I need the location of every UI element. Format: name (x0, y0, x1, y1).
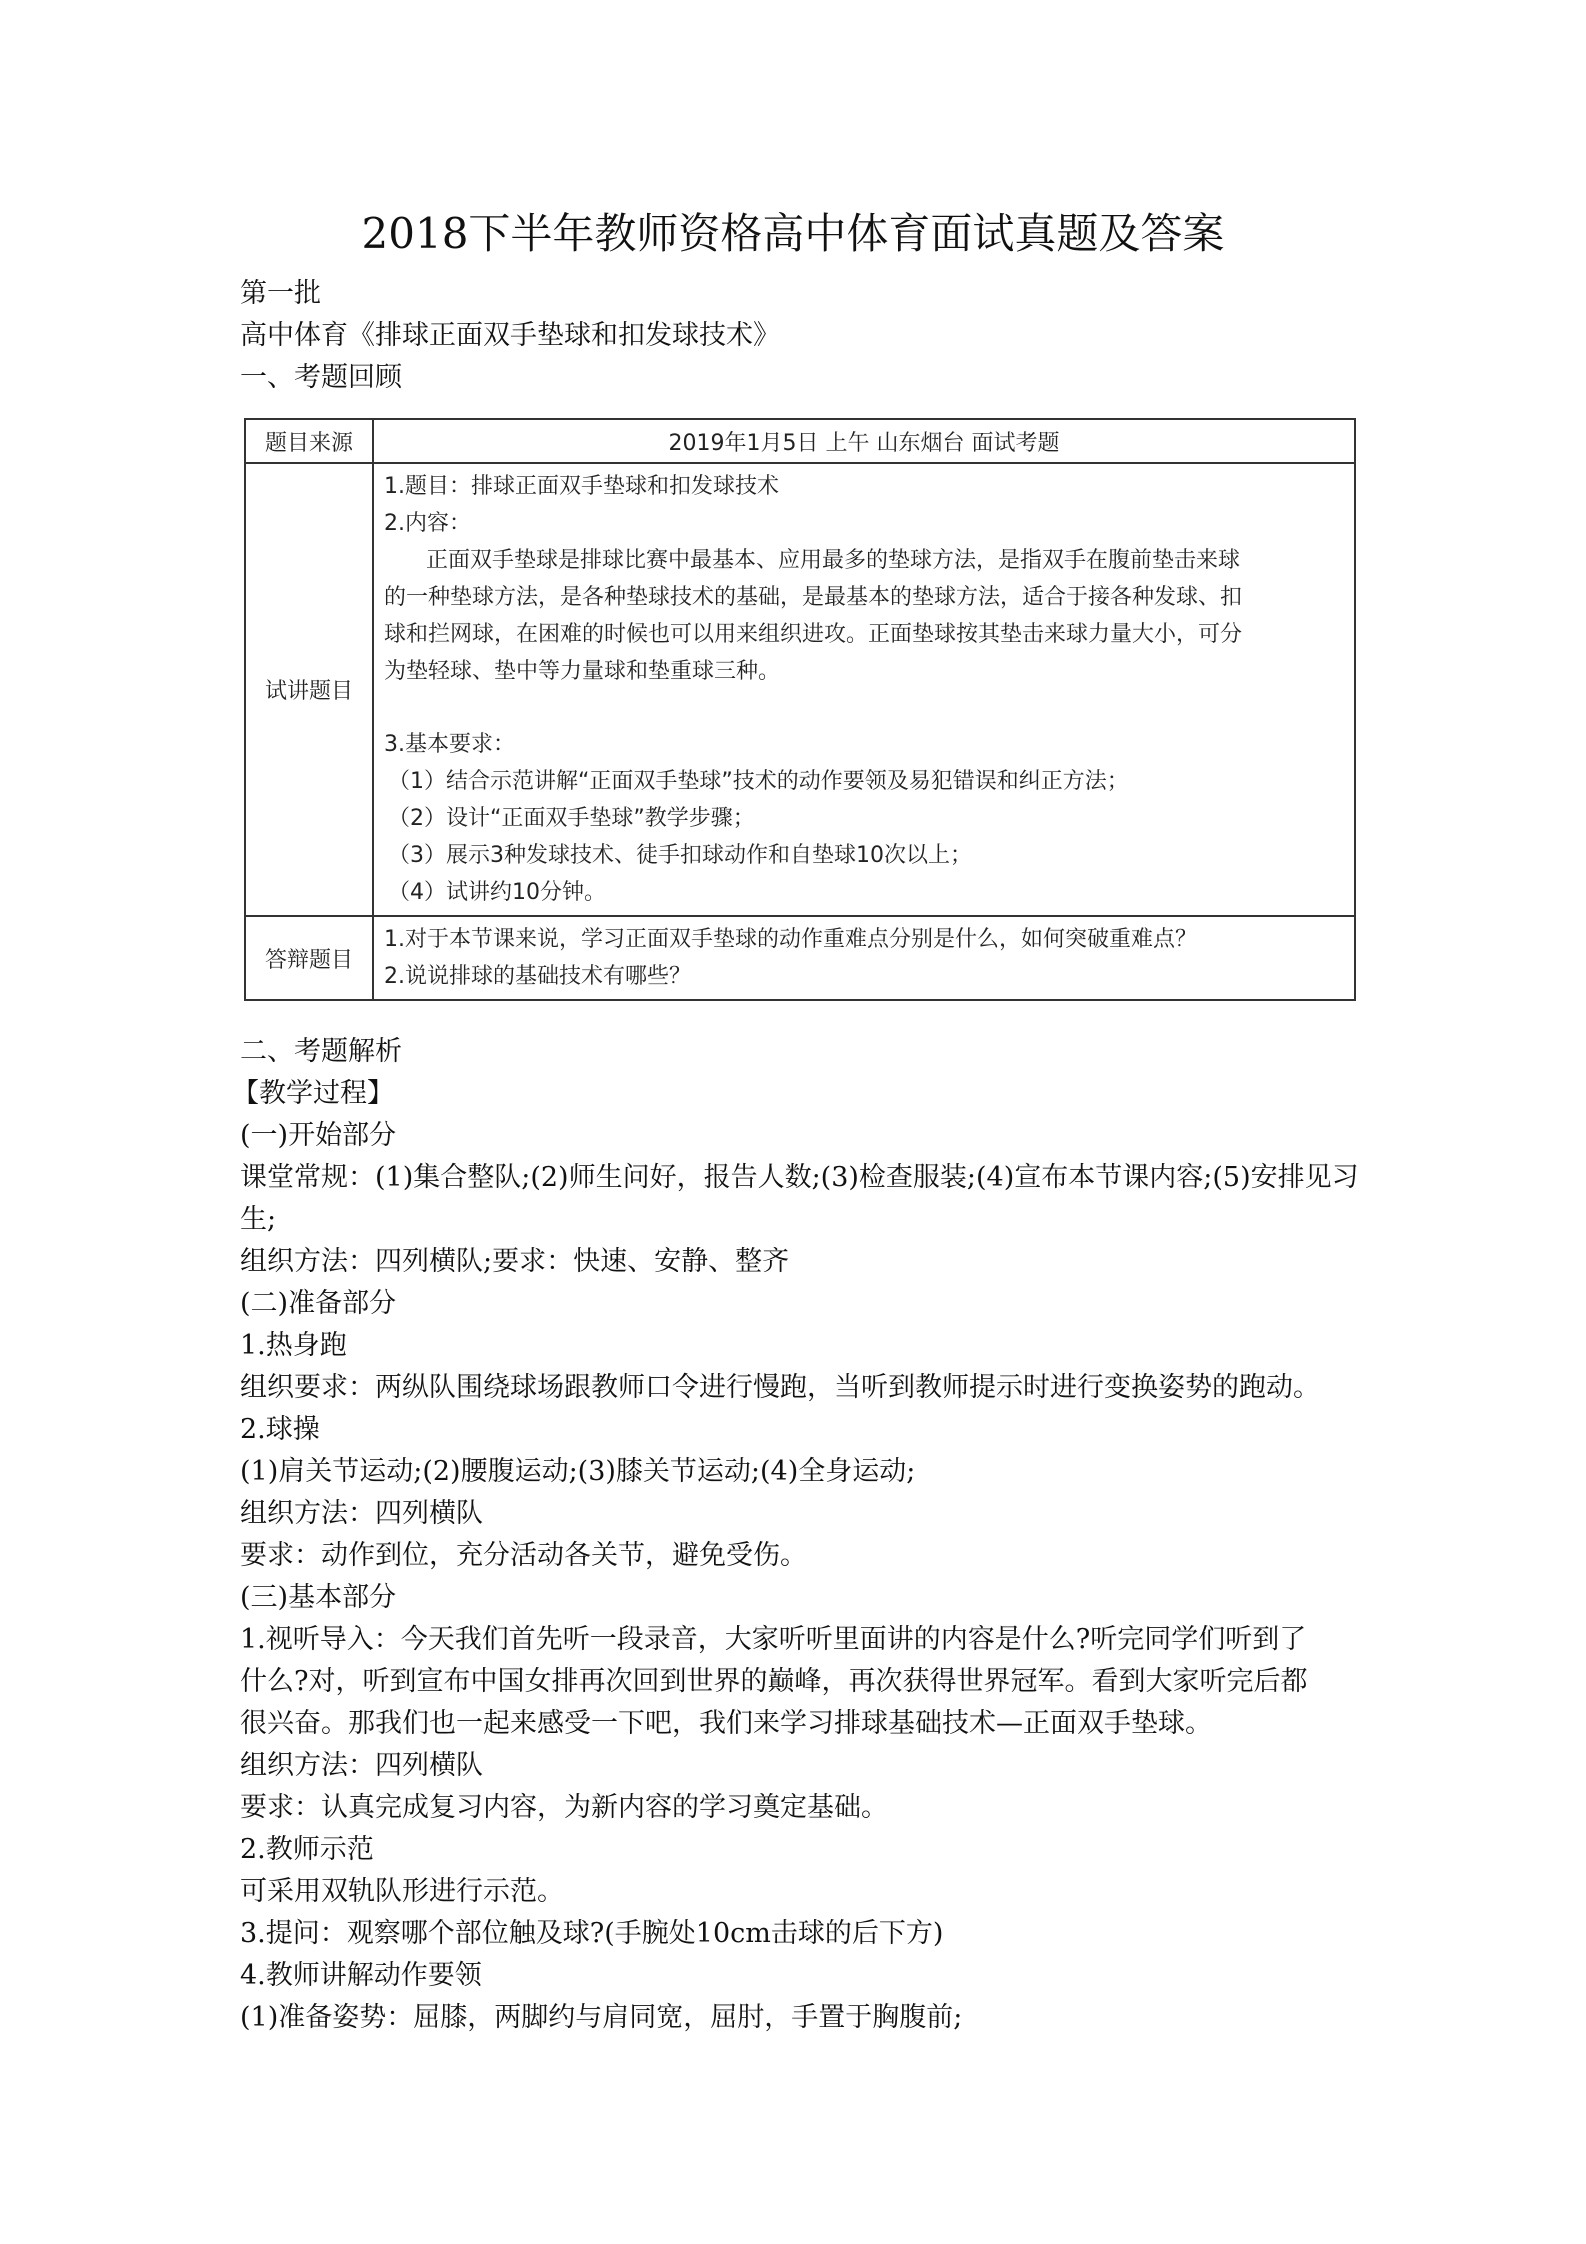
subject-title: 高中体育《排球正面双手垫球和扣发球技术》 (240, 320, 780, 351)
source-value: 2019年1月5日 上午 山东烟台 面试考题 (373, 419, 1355, 463)
body-paragraph: 组织方法：四列横队;要求：快速、安静、整齐 (240, 1246, 790, 1277)
body-paragraph: 组织方法：四列横队 (240, 1750, 483, 1781)
body-paragraph: 组织方法：四列横队 (240, 1498, 483, 1529)
lecture-line: 正面双手垫球是排球比赛中最基本、应用最多的垫球方法，是指双手在腹前垫击来球 (426, 548, 1241, 573)
body-paragraph: (三)基本部分 (240, 1582, 397, 1613)
body-paragraph: 2.教师示范 (240, 1834, 374, 1865)
lecture-line: 3.基本要求： (384, 732, 515, 757)
lecture-line: 为垫轻球、垫中等力量球和垫重球三种。 (384, 659, 781, 684)
batch-label: 第一批 (240, 278, 321, 309)
section-heading-review: 一、考题回顾 (240, 362, 402, 393)
lecture-line: （3）展示3种发球技术、徒手扣球动作和自垫球10次以上； (388, 843, 972, 868)
body-paragraph: 3.提问：观察哪个部位触及球?(手腕处10cm击球的后下方) (240, 1918, 944, 1949)
body-paragraph: 要求：认真完成复习内容，为新内容的学习奠定基础。 (240, 1792, 888, 1823)
body-paragraph: 1.热身跑 (240, 1330, 347, 1361)
table-row-defense (245, 916, 1355, 1000)
defense-content (373, 916, 1355, 1000)
source-label: 题目来源 (245, 419, 373, 463)
body-paragraph: 1.视听导入：今天我们首先听一段录音，大家听听里面讲的内容是什么?听完同学们听到了 (240, 1624, 1307, 1655)
defense-label: 答辩题目 (245, 916, 373, 1000)
defense-line: 1.对于本节课来说，学习正面双手垫球的动作重难点分别是什么，如何突破重难点？ (384, 927, 1197, 952)
table-row-source (245, 419, 1355, 463)
body-paragraph: (1)准备姿势：屈膝，两脚约与肩同宽，屈肘，手置于胸腹前; (240, 2002, 963, 2033)
teaching-process-heading: 【教学过程】 (232, 1078, 394, 1109)
lecture-line: 1.题目：排球正面双手垫球和扣发球技术 (384, 474, 779, 499)
lecture-spacer (384, 690, 1344, 726)
section-heading-analysis: 二、考题解析 (240, 1036, 402, 1067)
lecture-line: （1）结合示范讲解“正面双手垫球”技术的动作要领及易犯错误和纠正方法； (388, 769, 1129, 794)
body-paragraph: (1)肩关节运动;(2)腰腹运动;(3)膝关节运动;(4)全身运动; (240, 1456, 916, 1487)
lecture-line: （2）设计“正面双手垫球”教学步骤； (388, 806, 755, 831)
body-paragraph: 要求：动作到位，充分活动各关节，避免受伤。 (240, 1540, 807, 1571)
lecture-content (373, 463, 1355, 916)
body-paragraph: 可采用双轨队形进行示范。 (240, 1876, 564, 1907)
body-paragraph: 很兴奋。那我们也一起来感受一下吧，我们来学习排球基础技术—正面双手垫球。 (240, 1708, 1212, 1739)
body-paragraph: (一)开始部分 (240, 1120, 397, 1151)
body-paragraph: 2.球操 (240, 1414, 320, 1445)
lecture-line: 的一种垫球方法，是各种垫球技术的基础，是最基本的垫球方法，适合于接各种发球、扣 (384, 585, 1243, 610)
lecture-line: 2.内容： (384, 511, 471, 536)
lecture-line: （4）试讲约10分钟。 (388, 880, 606, 905)
defense-line: 2.说说排球的基础技术有哪些？ (384, 964, 691, 989)
exam-question-table (244, 418, 1356, 1001)
lecture-line: 球和拦网球，在困难的时候也可以用来组织进攻。正面垫球按其垫击来球力量大小，可分 (384, 622, 1243, 647)
table-row-lecture (245, 463, 1355, 916)
lecture-label: 试讲题目 (245, 463, 373, 916)
body-paragraph: 组织要求：两纵队围绕球场跟教师口令进行慢跑，当听到教师提示时进行变换姿势的跑动。 (240, 1372, 1320, 1403)
body-paragraph: (二)准备部分 (240, 1288, 397, 1319)
body-paragraph: 课堂常规：(1)集合整队;(2)师生问好，报告人数;(3)检查服装;(4)宣布本节课内容;(5)安排见习 (240, 1162, 1359, 1193)
body-paragraph: 什么?对，听到宣布中国女排再次回到世界的巅峰，再次获得世界冠军。看到大家听完后都 (240, 1666, 1308, 1697)
body-paragraph: 生; (240, 1204, 277, 1235)
body-paragraph: 4.教师讲解动作要领 (240, 1960, 482, 1991)
document-title: 2018下半年教师资格高中体育面试真题及答案 (361, 209, 1225, 258)
